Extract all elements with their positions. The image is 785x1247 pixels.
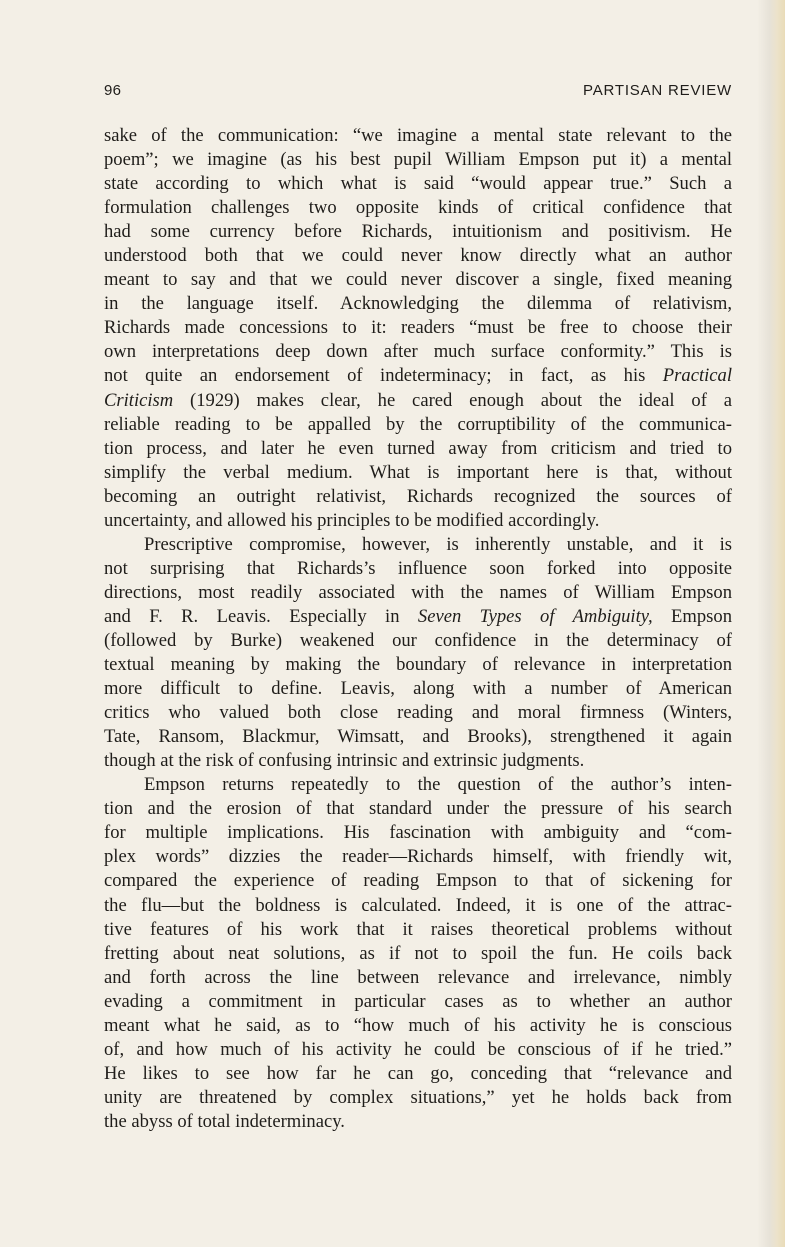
text-segment: (1929) makes clear, he cared enough about the ideal of a <box>173 389 732 411</box>
text-segment: in the language itself. Acknowledging the dilemma of relativism, <box>104 293 732 315</box>
running-head <box>104 82 732 104</box>
text-segment: critics who valued both close reading and moral firmness (Winters, <box>104 702 732 724</box>
text-segment: own interpretations deep down after much surface conformity.” This is <box>104 341 732 363</box>
text-line <box>104 220 732 244</box>
text-segment: understood both that we could never know directly what an author <box>104 245 732 267</box>
text-line <box>104 773 732 797</box>
text-segment: Prescriptive compromise, however, is inherently unstable, and it is <box>144 533 732 555</box>
text-segment: evading a commitment in particular cases as to whether an author <box>104 990 732 1012</box>
text-line <box>104 364 732 388</box>
text-line <box>104 172 732 196</box>
text-line <box>104 725 732 749</box>
text-segment: plex words” dizzies the reader—Richards himself, with friendly wit, <box>104 846 732 868</box>
text-segment: state according to which what is said “would appear true.” Such a <box>104 173 732 195</box>
text-segment: compared the experience of reading Empson to that of sickening for <box>104 870 732 892</box>
text-segment: not quite an endorsement of indeterminacy; in fact, as his <box>104 365 663 387</box>
text-segment: reliable reading to be appalled by the corruptibility of the communica- <box>104 413 732 435</box>
book-title: Criticism <box>104 389 174 411</box>
text-line <box>104 894 732 918</box>
text-line <box>104 821 732 845</box>
body-text <box>104 124 732 1134</box>
text-segment: becoming an outright relativist, Richards recognized the sources of <box>104 485 732 507</box>
text-line <box>104 1110 732 1134</box>
text-line <box>104 1062 732 1086</box>
text-line <box>104 845 732 869</box>
text-line <box>104 340 732 364</box>
text-segment: He likes to see how far he can go, conceding that “relevance and <box>104 1062 732 1084</box>
text-line <box>104 124 732 148</box>
text-segment: (followed by Burke) weakened our confidence in the determinacy of <box>104 629 732 651</box>
text-line <box>104 701 732 725</box>
text-segment: simplify the verbal medium. What is important here is that, without <box>104 461 732 483</box>
paragraph <box>104 124 732 533</box>
text-segment: Tate, Ransom, Blackmur, Wimsatt, and Brooks), strengthened it again <box>104 726 732 748</box>
text-line <box>104 629 732 653</box>
text-segment: formulation challenges two opposite kinds of critical confidence that <box>104 197 732 219</box>
text-line <box>104 196 732 220</box>
text-line <box>104 389 732 413</box>
text-line <box>104 292 732 316</box>
page-number: 96 <box>104 82 122 99</box>
text-segment: tion process, and later he even turned away from criticism and tried to <box>104 437 732 459</box>
paragraph <box>104 773 732 1134</box>
text-line <box>104 1086 732 1110</box>
text-segment: and forth across the line between relevance and irrelevance, nimbly <box>104 966 732 988</box>
text-segment: had some currency before Richards, intuitionism and positivism. He <box>104 221 732 243</box>
text-segment: Empson <box>652 605 732 627</box>
text-segment: more difficult to define. Leavis, along with a number of American <box>104 678 732 700</box>
text-line <box>104 749 732 773</box>
text-line <box>104 1038 732 1062</box>
text-line <box>104 918 732 942</box>
text-line <box>104 677 732 701</box>
text-segment: tive features of his work that it raises theoretical problems without <box>104 918 732 940</box>
book-title: Practical <box>662 365 732 387</box>
text-line <box>104 148 732 172</box>
page-binding-edge <box>757 0 785 1247</box>
text-segment: sake of the communication: “we imagine a mental state relevant to the <box>104 125 732 146</box>
text-segment: meant what he said, as to “how much of his activity he is conscious <box>104 1014 732 1036</box>
text-line <box>104 942 732 966</box>
text-line <box>104 244 732 268</box>
text-line <box>104 509 732 533</box>
text-segment: the flu—but the boldness is calculated. Indeed, it is one of the attrac- <box>104 894 732 916</box>
text-line <box>104 869 732 893</box>
text-line <box>104 461 732 485</box>
text-line <box>104 316 732 340</box>
text-segment: textual meaning by making the boundary of relevance in interpretation <box>104 654 732 676</box>
text-segment: Empson returns repeatedly to the question of the author’s inten- <box>144 774 732 796</box>
text-line <box>104 797 732 821</box>
text-segment: unity are threatened by complex situations,” yet he holds back from <box>104 1086 732 1108</box>
text-segment: not surprising that Richards’s influence soon forked into opposite <box>104 557 732 579</box>
text-segment: tion and the erosion of that standard under the pressure of his search <box>104 798 732 820</box>
text-line <box>104 485 732 509</box>
text-line <box>104 653 732 677</box>
text-line <box>104 437 732 461</box>
text-segment: for multiple implications. His fascination with ambiguity and “com- <box>104 822 732 844</box>
text-segment: fretting about neat solutions, as if not to spoil the fun. He coils back <box>104 942 732 964</box>
text-line <box>104 1014 732 1038</box>
text-segment: Richards made concessions to it: readers “must be free to choose their <box>104 317 732 339</box>
journal-title: PARTISAN REVIEW <box>583 82 732 99</box>
text-segment: meant to say and that we could never discover a single, fixed meaning <box>104 269 732 291</box>
text-segment: and F. R. Leavis. Especially in <box>104 605 418 627</box>
text-segment: poem”; we imagine (as his best pupil William Empson put it) a mental <box>104 149 732 171</box>
text-line <box>104 581 732 605</box>
text-segment: of, and how much of his activity he could be conscious of if he tried.” <box>104 1038 732 1060</box>
text-segment: the abyss of total indeterminacy. <box>104 1110 345 1132</box>
text-segment: uncertainty, and allowed his principles to be modified accordingly. <box>104 509 600 531</box>
text-line <box>104 413 732 437</box>
book-title: Seven Types of Ambiguity, <box>417 605 653 627</box>
text-line <box>104 990 732 1014</box>
text-line <box>104 605 732 629</box>
text-segment: directions, most readily associated with the names of William Empson <box>104 581 732 603</box>
text-line <box>104 533 732 557</box>
text-line <box>104 557 732 581</box>
text-line <box>104 966 732 990</box>
text-line <box>104 268 732 292</box>
paragraph <box>104 533 732 773</box>
text-segment: though at the risk of confusing intrinsic and extrinsic judgments. <box>104 750 585 772</box>
